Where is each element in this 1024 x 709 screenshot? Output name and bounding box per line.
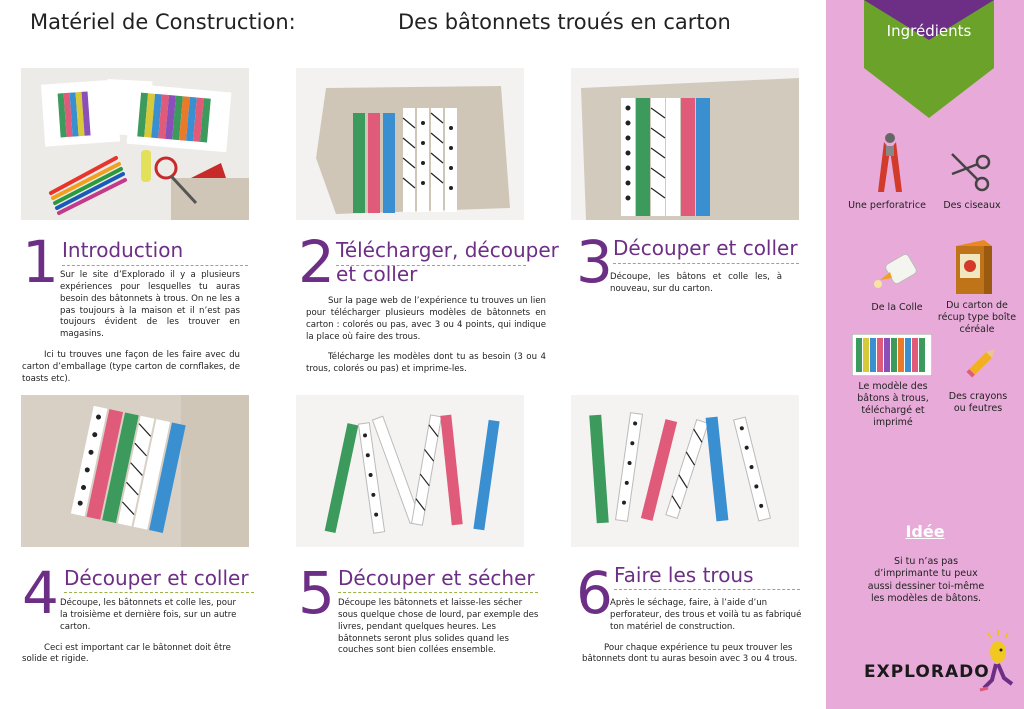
ingredient-label-cereal-box: Du carton de récup type boîte céréale [937,300,1017,335]
step-5-divider [338,592,538,593]
step-2-paragraph-1: Sur la page web de l’expérience tu trouves un lien pour télécharger plusieurs modèles de bâtonnets en carton : colorés ou pas, avec 3 ou 4 points, qui indique la place où faire des trous. [306,296,546,342]
ingredient-label-scissors: Des ciseaux [943,200,1001,211]
step-2-title: Télécharger, découper et coller [336,238,559,286]
page-title-right: Des bâtonnets troués en carton [398,10,731,34]
step-3-number: 3 [576,228,613,296]
step-4-divider [64,592,254,593]
step-2-text [306,296,546,385]
photo-step-2 [296,68,524,220]
step-1-number: 1 [22,228,59,296]
ingredients-banner [864,0,994,118]
step-4-text [22,598,244,675]
ingredients-sidebar [826,0,1024,709]
step-1-divider [62,265,248,266]
step-4-number: 4 [22,559,59,627]
photo-step-6 [571,395,799,547]
pencil-icon [962,342,1002,382]
step-2-divider [336,265,526,266]
ingredient-label-glue: De la Colle [871,302,923,313]
photo-step-5 [296,395,524,547]
step-2-paragraph-2: Télécharge les modèles dont tu as besoin (3 ou 4 trous, colorés ou pas) et imprime-les. [306,352,546,375]
step-4-title: Découper et coller [64,566,249,590]
photo-step-3 [571,68,799,220]
explorado-logo: EXPLORADO [864,662,990,682]
idea-title: Idée [905,522,945,541]
step-1-text [22,270,240,395]
step-6-text [582,598,808,675]
step-5-title: Découper et sécher [338,566,535,590]
step-6-paragraph-1: Après le séchage, faire, à l’aide d’un perforateur, des trous et voilà tu as fabriqué ton matériel de construction. [610,598,802,632]
step-6-divider [614,589,800,590]
explorado-mascot-icon [978,628,1018,698]
step-5-paragraph-1: Découpe les bâtonnets et laisse-les sécher sous quelque chose de lourd, par exemple des livres, pendant quelques heures. Les bâtonnets seront plus solides quand les couches sont bien collées ensemble. [338,598,539,656]
glue-icon [870,250,922,292]
cereal-box-icon [948,236,996,296]
step-3-paragraph-1: Découpe, les bâtons et colle les, à nouveau, sur du carton. [610,272,782,294]
step-3-text [582,272,782,305]
step-1-paragraph-1: Sur le site d’Explorado il y a plusieurs expériences pour lesquelles tu auras besoin des bâtonnets à trous. On ne les a pas toujours à la maison et il n’est pas toujours évident de les trouver en magasins. [60,270,240,340]
step-3-title: Découper et coller [613,236,798,260]
stick-template-icon [852,334,932,376]
step-4-paragraph-1: Découpe, les bâtonnets et colle les, pour la troisième et dernière fois, sur un autre carton. [60,598,237,632]
ingredients-banner-label: Ingrédients [886,22,972,40]
step-4-paragraph-2: Ceci est important car le bâtonnet doit être solide et rigide. [22,642,231,665]
scissors-icon [948,150,992,194]
step-1-title: Introduction [62,238,184,262]
ingredient-label-pencil: Des crayons ou feutres [948,391,1008,414]
step-3-divider [613,263,799,264]
hole-punch-icon [870,128,910,196]
step-1-paragraph-2: Ici tu trouves une façon de les faire avec du carton d’emballage (type carton de cornflakes, de toasts etc). [22,350,240,384]
step-6-title: Faire les trous [614,563,754,587]
step-2-number: 2 [298,228,335,296]
idea-text: Si tu n’as pas d’imprimante tu peux aussi dessiner toi-même les modèles de bâtons. [867,556,985,605]
ingredient-label-hole-punch: Une perforatrice [848,200,926,211]
page-title-left: Matériel de Construction: [30,10,296,34]
photo-step-1 [21,68,249,220]
ingredient-label-stick-template: Le modèle des bâtons à trous, téléchargé et imprimé [857,381,929,428]
step-5-number: 5 [298,559,335,627]
photo-step-4 [21,395,249,547]
step-6-paragraph-2: Pour chaque expérience tu peux trouver les bâtonnets dont tu auras besoin avec 3 ou 4 trous. [582,642,798,665]
step-6-number: 6 [576,559,613,627]
step-5-text [306,598,542,666]
